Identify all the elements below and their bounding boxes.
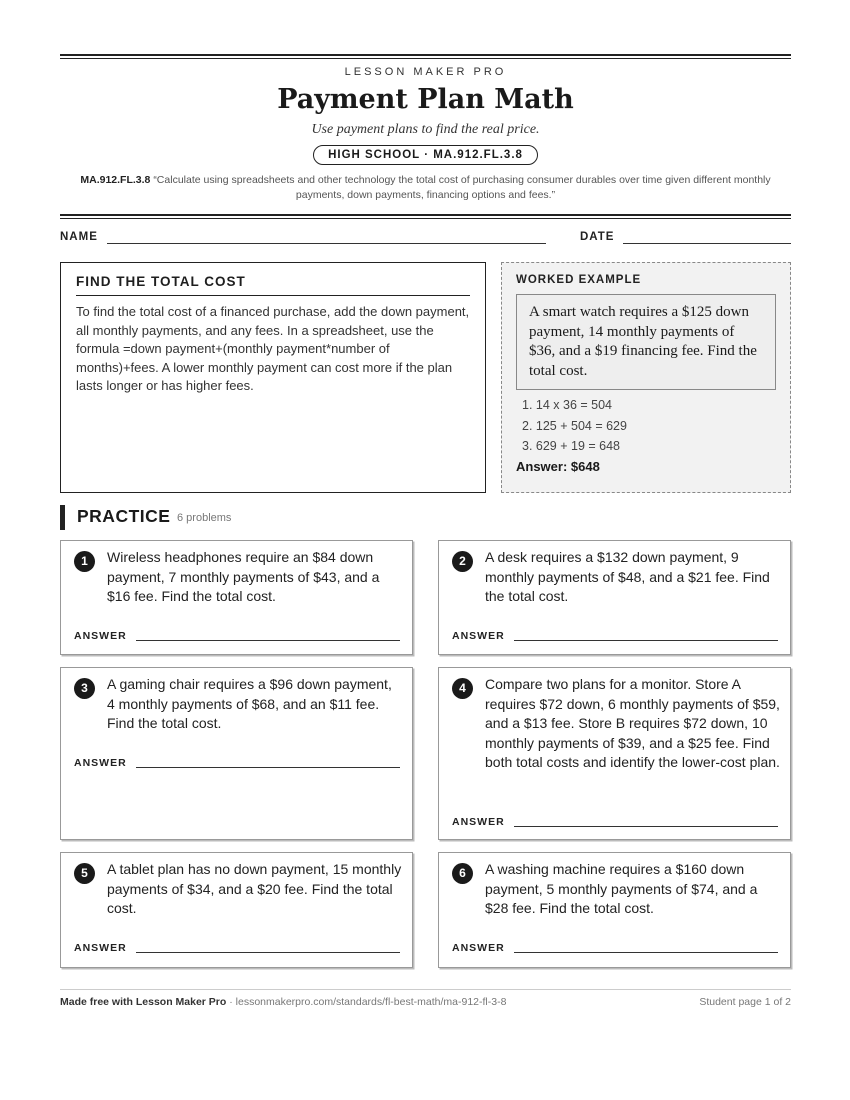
date-field[interactable] bbox=[623, 243, 791, 244]
footer-rule bbox=[60, 989, 791, 990]
problem-number-badge: 6 bbox=[452, 863, 473, 884]
practice-count: 6 problems bbox=[177, 512, 232, 524]
name-label: NAME bbox=[60, 231, 98, 243]
problem-card-5 bbox=[60, 852, 413, 968]
practice-header bbox=[60, 505, 460, 530]
answer-label: ANSWER bbox=[74, 630, 127, 642]
problem-text: A tablet plan has no down payment, 15 monthly payments of $34, and a $20 fee. Find the total cost. bbox=[107, 861, 402, 916]
answer-label: ANSWER bbox=[74, 942, 127, 954]
page-title: Payment Plan Math bbox=[277, 84, 574, 115]
header-bottom-rule bbox=[60, 214, 791, 219]
problem-number-badge: 4 bbox=[452, 678, 473, 699]
name-date-row bbox=[60, 231, 791, 247]
answer-field[interactable] bbox=[136, 767, 400, 768]
standard-text: “Calculate using spreadsheets and other technology the total cost of purchasing consumer durables over time given different monthly payments, down payments, financing options and fees.” bbox=[153, 174, 771, 201]
answer-label: ANSWER bbox=[452, 630, 505, 642]
date-label: DATE bbox=[580, 231, 615, 243]
problem-card-2 bbox=[438, 540, 791, 655]
page-subtitle: Use payment plans to find the real price. bbox=[311, 122, 540, 137]
problem-card-3 bbox=[60, 667, 413, 840]
standard-code: MA.912.FL.3.8 bbox=[80, 174, 151, 186]
problem-card-1 bbox=[60, 540, 413, 655]
problem-number-badge: 1 bbox=[74, 551, 95, 572]
problem-text: Compare two plans for a monitor. Store A requires $72 down, 6 monthly payments of $59, and a $13 fee. Store B requires $72 down, 10 monthly payments of $39, and a $25 fee. Find both total costs and identify the lower-cost plan. bbox=[485, 676, 780, 770]
problem-number-badge: 3 bbox=[74, 678, 95, 699]
worked-example-problem: A smart watch requires a $125 down payment, 14 monthly payments of $36, and a $19 financing fee. Find the total cost. bbox=[516, 294, 776, 390]
worked-example-steps bbox=[516, 395, 776, 457]
answer-label: ANSWER bbox=[452, 816, 505, 828]
problem-number-badge: 5 bbox=[74, 863, 95, 884]
grade-standard-badge: HIGH SCHOOL · MA.912.FL.3.8 bbox=[313, 145, 538, 165]
footer-credit: Made free with Lesson Maker Pro bbox=[60, 996, 227, 1008]
answer-field[interactable] bbox=[514, 640, 778, 641]
worked-example-title: WORKED EXAMPLE bbox=[516, 274, 642, 286]
problem-card-6 bbox=[438, 852, 791, 968]
find-total-cost-box bbox=[60, 262, 486, 493]
footer-url[interactable]: · lessonmakerpro.com/standards/fl-best-math/ma-912-fl-3-8 bbox=[226, 996, 507, 1008]
worked-example-step: 3. 629 + 19 = 648 bbox=[522, 439, 621, 453]
problem-text: Wireless headphones require an $84 down payment, 7 monthly payments of $43, and a $16 fee. Find the total cost. bbox=[107, 549, 380, 604]
answer-field[interactable] bbox=[514, 952, 778, 953]
info-box-title: FIND THE TOTAL COST bbox=[76, 274, 470, 296]
page-number: Student page 1 of 2 bbox=[699, 996, 791, 1008]
name-field[interactable] bbox=[107, 243, 546, 244]
answer-field[interactable] bbox=[136, 952, 400, 953]
answer-field[interactable] bbox=[136, 640, 400, 641]
practice-accent-bar bbox=[60, 505, 65, 530]
practice-title: PRACTICE bbox=[77, 506, 171, 526]
brand-name: LESSON MAKER PRO bbox=[344, 66, 507, 78]
top-double-rule bbox=[60, 54, 791, 59]
problem-number-badge: 2 bbox=[452, 551, 473, 572]
worked-example-box bbox=[501, 262, 791, 493]
problem-text: A desk requires a $132 down payment, 9 monthly payments of $48, and a $21 fee. Find the total cost. bbox=[485, 549, 770, 604]
problem-text: A washing machine requires a $160 down payment, 5 monthly payments of $74, and a $28 fee. Find the total cost. bbox=[485, 861, 758, 916]
info-box-body: To find the total cost of a financed purchase, add the down payment, all monthly payments, and any fees. In a spreadsheet, use the formula =down payment+(monthly payment*number of months)+fees. A lower monthly payment can cost more if the plan lasts longer or has higher fees. bbox=[76, 304, 470, 393]
worked-example-step: 1. 14 x 36 = 504 bbox=[522, 398, 613, 412]
worked-example-answer: Answer: $648 bbox=[516, 458, 600, 474]
answer-label: ANSWER bbox=[74, 757, 127, 769]
problem-text: A gaming chair requires a $96 down payment, 4 monthly payments of $68, and an $11 fee. Find the total cost. bbox=[107, 676, 392, 731]
problem-card-4 bbox=[438, 667, 791, 840]
answer-field[interactable] bbox=[514, 826, 778, 827]
worksheet-page bbox=[60, 0, 791, 1100]
worked-example-step: 2. 125 + 504 = 629 bbox=[522, 418, 627, 433]
answer-label: ANSWER bbox=[452, 942, 505, 954]
footer bbox=[60, 996, 791, 1008]
standard-description bbox=[60, 173, 791, 203]
